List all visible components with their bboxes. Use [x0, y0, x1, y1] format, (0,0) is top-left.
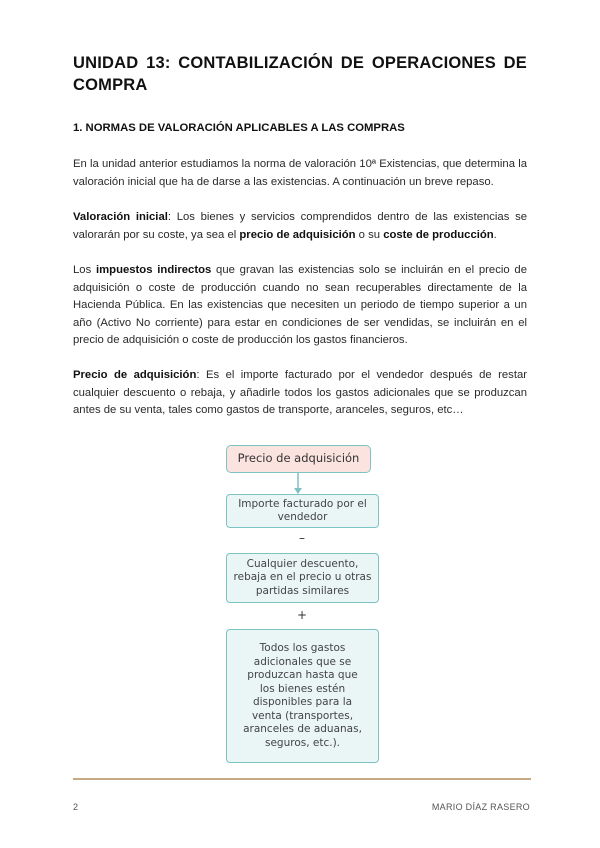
page-number: 2 — [73, 802, 79, 812]
plus-operator: + — [296, 608, 308, 622]
footer-divider — [73, 778, 531, 780]
section-heading: 1. NORMAS DE VALORACIÓN APLICABLES A LAS COMPRAS — [73, 122, 405, 134]
paragraph-intro: En la unidad anterior estudiamos la norma de valoración 10ª Existencias, que determina la valoración inicial que ha de darse a las existencias. A continuación un breve repaso. — [73, 158, 527, 188]
diagram-box-gastos: Todos los gastos adicionales que se produzcan hasta que los bienes estén disponibles para la venta (transportes, aranceles de aduanas, seguros, etc.). — [226, 629, 379, 763]
diagram-box-importe: Importe facturado por el vendedor — [226, 494, 379, 528]
footer-author: MARIO DÍAZ RASERO — [431, 802, 530, 812]
paragraph-precio-adquisicion: Precio de adquisición: Es el importe facturado por el vendedor después de restar cualquier descuento o rebaja, y añadirle todos los gastos adicionales que se produzcan antes de su venta, tales como gastos de transporte, aranceles, seguros, etc… — [73, 369, 528, 416]
term-coste-produccion: coste de producción — [383, 228, 494, 241]
diagram-box-descuento: Cualquier descuento, rebaja en el precio u otras partidas similares — [226, 553, 379, 603]
term-precio-adquisicion: precio de adquisición — [239, 228, 356, 241]
diagram-header: Precio de adquisición — [226, 445, 371, 473]
term-impuestos-indirectos: impuestos indirectos — [96, 264, 212, 276]
minus-operator: – — [299, 531, 305, 545]
term-precio-adquisicion-def: Precio de adquisición — [73, 369, 197, 381]
paragraph-impuestos: Los impuestos indirectos que gravan las existencias solo se incluirán en el precio de adquisición o coste de producción cuando no sean recuperables directamente de la Hacienda Pública. En las existencias que necesiten un periodo de tiempo superior a un año (Activo No corriente) para estar en condiciones de ser vendidas, se incluirán en el precio de adquisición o coste de producción los gastos financieros. — [73, 264, 527, 346]
paragraph-valoracion-inicial: Valoración inicial: Los bienes y servicios comprendidos dentro de las existencias se valorarán por su coste, ya sea el precio de adquisición o su coste de producción. — [73, 211, 528, 241]
term-valoracion-inicial: Valoración inicial — [73, 211, 168, 223]
page-title: UNIDAD 13: CONTABILIZACIÓN DE OPERACIONES DE COMPRA — [73, 54, 527, 94]
